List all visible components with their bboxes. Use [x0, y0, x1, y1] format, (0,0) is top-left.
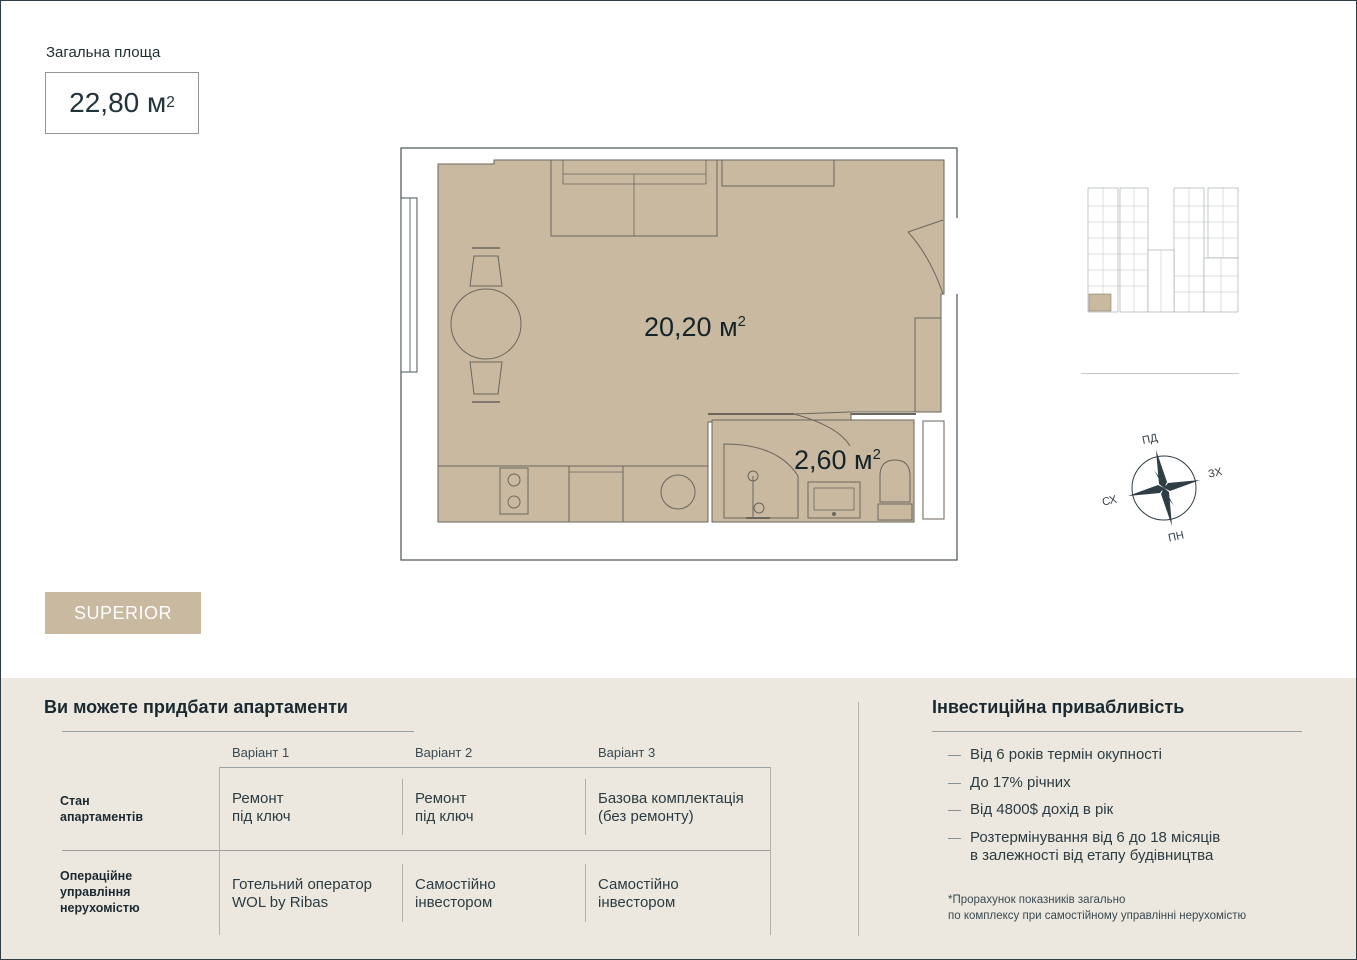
investment-title: Інвестиційна привабливість [932, 697, 1185, 717]
compass-west-label: ЗХ [1207, 465, 1224, 481]
total-area-value: 22,80 м [69, 87, 167, 118]
investment-item-payback: — Від 6 років термін окупності [948, 746, 1220, 764]
compass-south-label: ПД [1141, 431, 1159, 447]
variant-3-header: Варіант 3 [598, 745, 656, 760]
bathroom-area [794, 445, 881, 476]
cell-condition-variant-2: Ремонт під ключ [415, 790, 474, 825]
investment-title-rule [932, 731, 1302, 732]
purchase-title-rule [62, 731, 414, 732]
table-mid-rule [62, 850, 771, 851]
panel-divider [858, 702, 859, 936]
cell-management-variant-3: Самостійно інвестором [598, 876, 679, 911]
investment-item-installment: — Розтермінування від 6 до 18 місяців в залежності від етапу будівництва [948, 829, 1220, 865]
building-key-plan [1086, 186, 1242, 314]
cell-condition-variant-1: Ремонт під ключ [232, 790, 291, 825]
apartment-class-badge: SUPERIOR [45, 592, 201, 634]
row-label-management: Операційне управління нерухомістю [60, 869, 140, 915]
variant-1-header: Варіант 1 [232, 745, 290, 760]
main-room-area-sup: 2 [737, 314, 746, 330]
variant-2-header: Варіант 2 [415, 745, 473, 760]
compass-east-label: СХ [1101, 493, 1118, 509]
key-plan-divider [1081, 373, 1239, 374]
table-left-border [219, 767, 220, 935]
investment-item-income: — Від 4800$ дохід в рік [948, 801, 1220, 819]
investment-footnote: *Прорахунок показників загально по комплексу при самостійному управлінні нерухомістю [948, 894, 1247, 922]
row-label-condition: Стан апартаментів [60, 794, 144, 824]
cell-management-variant-2: Самостійно інвестором [415, 876, 496, 911]
row1-sep-1 [402, 779, 403, 835]
investment-item-annual-return: — До 17% річних [948, 774, 1220, 792]
compass-rose-icon [1096, 424, 1236, 554]
investment-list [948, 746, 1220, 874]
main-room-area-value: 20,20 м [644, 312, 738, 342]
floor-plan [398, 146, 960, 564]
bathroom-area-value: 2,60 м [794, 445, 873, 475]
cell-condition-variant-3: Базова комплектація (без ремонту) [598, 790, 744, 825]
row2-sep-2 [585, 864, 586, 922]
row2-sep-1 [402, 864, 403, 922]
row1-sep-2 [585, 779, 586, 835]
cell-management-variant-1: Готельний оператор WOL by Ribas [232, 876, 373, 911]
total-area-box [45, 72, 199, 134]
table-top-rule [219, 767, 771, 768]
table-right-border [770, 767, 771, 935]
main-room-area [644, 312, 746, 343]
bathroom-area-sup: 2 [872, 447, 881, 463]
total-area-label: Загальна площа [46, 44, 161, 61]
compass-north-label: ПН [1167, 529, 1186, 545]
purchase-title: Ви можете придбати апартаменти [44, 697, 348, 717]
total-area-sup: 2 [166, 94, 175, 111]
